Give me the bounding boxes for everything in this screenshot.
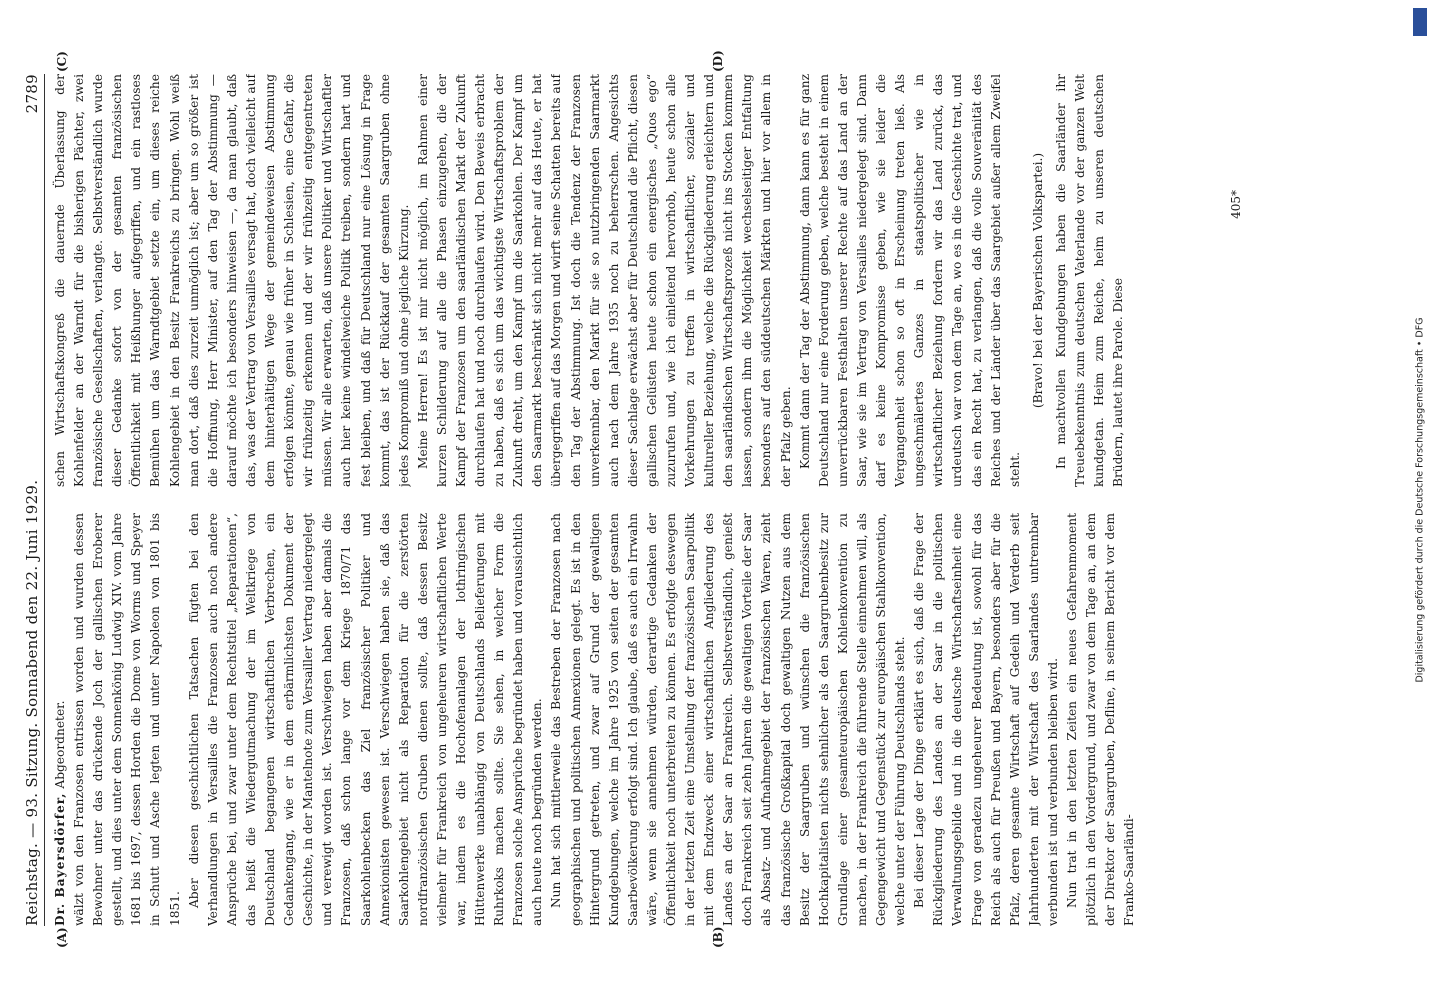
page-number: 2789 [23,74,41,114]
digitization-note [1412,0,1428,1000]
text-columns [51,50,1191,948]
paragraph: Bei dieser Lage der Dinge erklärt es sich, daß die Frage der Rückgliederung des Landes an der Saar in die politischen Verwaltungsgebilde und in die deutsche Wirtschaftseinheit eine Frage von geradezu ungeheurer Bedeutung ist, sowohl für das Reich als auch für Preußen und Bayern, besonders aber für die Pfalz, deren gesamte Wirtschaft auf Gedeih und Verderb seit Jahrhunderten mit der Wirtschaft des Saarlandes untrennbar verbunden ist und verbunden bleiben wird. [912,513,1060,926]
rotated-document-page [15,50,1245,948]
paragraph: schen Wirtschaftskongreß die dauernde Überlassung der Kohlenfelder an der Warndt für die bisherigen Pächter, zwei französische Gesellschaften, verlangte. Selbstverständlich wurde dieser Gedanke sofort von der gesamten französischen Öffentlichkeit mit Heißhunger aufgegriffen, und ein rastloses Bemühen um das Warndtgebiet setzte ein, um dieses reiche Kohlengebiet in den Besitz Frankreichs zu bringen. Wohl weiß man dort, daß dies zurzeit unmöglich ist; aber um so größer ist die Hoffnung, Herr Minister, auf den Tag der Abstimmung — darauf möchte ich besonders hinweisen —, da man glaubt, daß das, was der Vertrag von Versailles versagt hat, doch vielleicht auf dem hinterhältigen Wege der gemeindeweisen Abstimmung erfolgen könnte, genau wie früher in Schlesien, eine Gefahr, die wir frühzeitig erkennen und der wir frühzeitig entgegentreten müssen. Wir alle erwarten, daß unsere Politiker und Wirtschaftler auch hier keine windelweiche Politik treiben, sondern hart und fest bleiben, und daß für Deutschland nur eine Lösung in Frage kommt, das ist der Rückkauf der gesamten Saargruben ohne jedes Kompromiß und ohne jegliche Kürzung. [53,74,411,487]
paragraph: Nun trat in den letzten Zeiten ein neues Gefahrenmoment plötzlich in den Vordergrund, und zwar von dem Tage an, an dem der Direktor der Saargruben, Defline, in seinem Bericht vor dem Franko-Saarländi- [1064,513,1137,926]
paragraph: wälzt von den Franzosen entrissen worden und wurden dessen Bewohner unter das drückende Joch der gallischen Eroberer gestellt, und dies unter dem Sonnenkönig Ludwig XIV. vom Jahre 1681 bis 1697, dessen Horden die Dome von Worms und Speyer in Schutt und Asche legten und unter Napoleon von 1801 bis 1851. [72,513,182,926]
applause-note: (Bravo! bei der Bayerischen Volkspartei.) [1030,152,1045,409]
page-header [23,74,45,926]
margin-marker-c: (C) [55,51,69,72]
speaker-name: Dr. Bayersdörfer, [53,792,67,926]
speaker-line [51,513,70,926]
paragraph: In machtvollen Kundgebungen haben die Saarländer ihr Treuebekenntnis zum deutschen Vaterlande vor der ganzen Welt kundgetan. Heim zum Reiche, heim zu unseren deutschen Brüdern, lautet ihre Parole. Diese [1053,74,1126,487]
paragraph: Kommt dann der Tag der Abstimmung, dann kann es für ganz Deutschland nur eine Forderung geben, welche besteht in einem unverrückbaren Festhalten unserer Rechte auf das Land an der Saar, wie sie im Vertrag von Versailles niedergelegt sind. Dann darf es keine Kompromisse geben, wie sie leider die Vergangenheit schon so oft in Erscheinung treten ließ. Als ungeschmälertes Ganzes in staatspolitischer wie in wirtschaftlicher Beziehung fordern wir das Land zurück, das urdeutsch war von dem Tage an, wo es in die Geschichte trat, und das ein Recht hat, zu verlangen, daß die volle Souveränität des Reiches und der Länder über das Saargebiet außer allem Zweifel steht. [797,74,1022,487]
speaker-role: Abgeordneter. [53,700,67,789]
header-title: Reichstag. — 93. Sitzung. Sonnabend den 22. Juni 1929. [23,479,41,926]
right-column [51,74,1191,487]
margin-marker-a: (A) [55,927,69,948]
paragraph: Aber diesen geschichtlichen Tatsachen fügten bei den Verhandlungen in Versailles die Franzosen auch noch andere Ansprüche bei, und zwar unter dem Rechtstitel „Reparationen“, das heißt die Wiedergutmachung der im Weltkriege von Deutschland begangenen wirtschaftlichen Verbrechen, ein Gedankengang, wie er in dem erbärmlichsten Dokument der Geschichte, in der Mantelnote zum Versailler Vertrag niedergelegt und verewigt worden ist. Verschwiegen haben aber damals die Franzosen, daß schon lange vor dem Kriege 1870/71 das Saarkohlenbecken das Ziel französischer Politiker und Annexionisten gewesen ist. Verschwiegen haben sie, daß das Saarkohlengebiet nicht als Reparation für die zerstörten nordfranzösischen Gruben dienen sollte, daß dessen Besitz vielmehr für Frankreich von ungeheuren wirtschaftlichen Werte war, indem es die Hochofenanlagen der lothringischen Hüttenwerke unabhängig von Deutschlands Belieferungen mit Ruhrkoks machen sollte. Sie sehen, in welcher Form die Franzosen solche Ansprüche begründet haben und voraussichtlich auch heute noch begründen werden. [186,513,545,926]
left-column [51,513,1191,926]
signature-mark: 405* [1229,190,1243,219]
margin-marker-d: (D) [711,50,725,72]
margin-marker-b: (B) [711,926,725,948]
digitization-note-text: Digitalisierung gefördert durch die Deutsche Forschungsgemeinschaft • DFG [1414,317,1426,683]
paragraph: Meine Herren! Es ist mir nicht möglich, im Rahmen einer kurzen Schilderung auf alle die Phasen einzugehen, die der Kampf der Franzosen um den saarländischen Markt der Zukunft durchlaufen hat und noch durchlaufen wird. Den Beweis erbracht zu haben, daß es sich um das wichtigste Wirtschaftsproblem der Zukunft dreht, um den Kampf um die Saarkohlen. Der Kampf um den Saarmarkt beschränkt sich nicht mehr auf das Heute, er hat übergegriffen auf das Morgen und wirft seine Schatten bereits auf den Tag der Abstimmung. Ist doch die Tendenz der Franzosen unverkennbar, den Markt für sie so nutzbringenden Saarmarkt auch nach dem Jahre 1935 noch zu beherrschen. Angesichts dieser Sachlage erwächst aber für Deutschland die Pflicht, diesen gallischen Gelüsten heute schon ein energisches „Quos ego“ zuzurufen und, wie ich einleitend hervorhob, heute schon alle Vorkehrungen zu treffen in wirtschaftlicher, sozialer und kultureller Beziehung, welche die Rückgliederung erleichtern und den saarländischen Wirtschaftsprozeß nicht ins Stocken kommen lassen, sondern ihm die Möglichkeit wechselseitiger Entfaltung besonders auf den süddeutschen Märkten und hier vor allem in der Pfalz geben. [415,74,793,487]
paragraph: Nun hat sich mittlerweile das Bestreben der Franzosen nach geographischen und politischen Annexionen gelegt. Es ist in den Hintergrund getreten, und zwar auf Grund der gewaltigen Kundgebungen, welche im Jahre 1925 von seiten der gesamten Saarbevölkerung erfolgt sind. Ich glaube, daß es auch ein Irrwahn wäre, wenn sie annehmen würden, derartige Gedanken der Öffentlichkeit noch unterbreiten zu können. Es erfolgte deswegen in der letzten Zeit eine Umstellung der französischen Saarpolitik mit dem Endzweck einer wirtschaftlichen Angliederung des Landes an der Saar an Frankreich. Selbstverständlich, genießt doch Frankreich seit zehn Jahren die gewaltigen Vorteile der Saar als Absatz- und Aufnahmegebiet der französischen Waren, zieht das französische Großkapital doch gewaltigen Nutzen aus dem Besitz der Saargruben und wünschen die französischen Hochkapitalisten nichts sehnlicher als den Saargrubenbesitz zur Grundlage einer gesamteuropäischen Kohlenkonvention zu machen, in der Frankreich die führende Stelle einnehmen will, als Gegengewicht und Gegenstück zur europäischen Stahlkonvention, welche unter der Führung Deutschlands steht. [549,513,908,926]
